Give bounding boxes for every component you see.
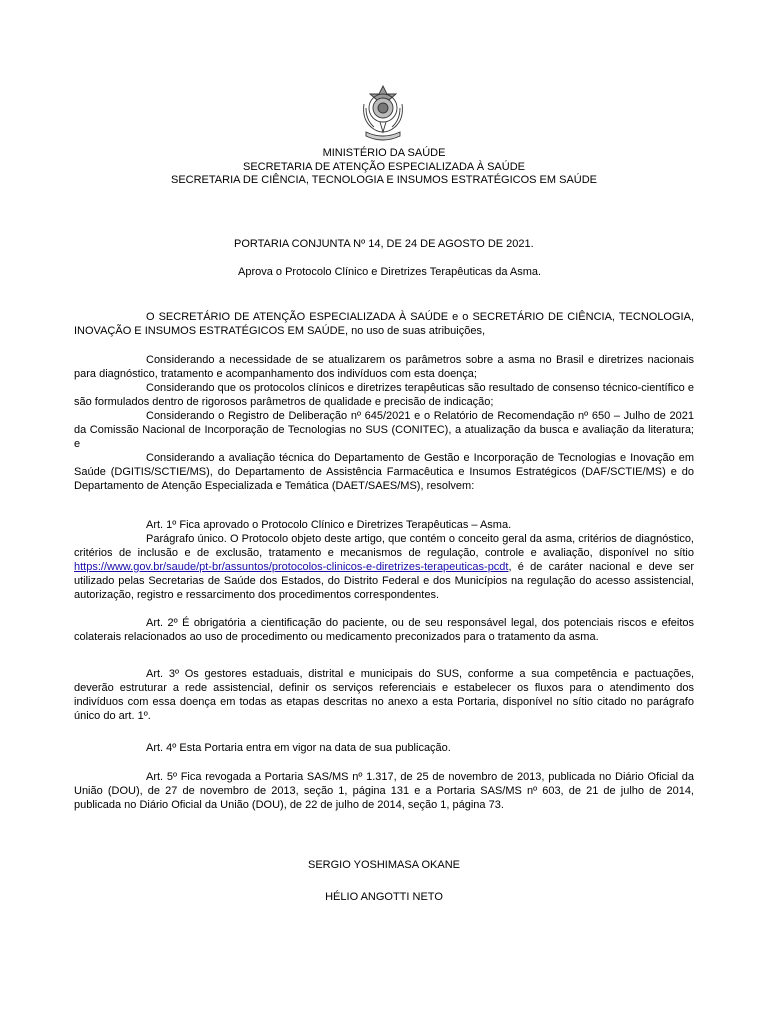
ministry-name: MINISTÉRIO DA SAÚDE <box>322 147 446 159</box>
art3-text: Art. 3º Os gestores estaduais, distrital e municipais do SUS, conforme a sua competência e pactuações, deverão estruturar a rede assistencial, definir os serviços referenciais e estabelecer os fluxos para o atendimento dos indivíduos com essa doença em todas as etapas descritas no anexo a esta Portaria, disponível no sítio citado no parágrafo único do art. 1º. <box>74 668 694 722</box>
ementa: Aprova o Protocolo Clínico e Diretrizes Terapêuticas da Asma. <box>238 266 542 278</box>
paragrafo-unico-before: Parágrafo único. O Protocolo objeto deste artigo, que contém o conceito geral da asma, critérios de diagnóstico, critérios de inclusão e de exclusão, tratamento e mecanismos de regulação, controle e avaliação, disponível no sítio <box>74 533 694 559</box>
article-3 <box>74 667 694 723</box>
article-2 <box>74 616 694 644</box>
signature-2: HÉLIO ANGOTTI NETO <box>325 891 443 903</box>
art5-text: Art. 5º Fica revogada a Portaria SAS/MS nº 1.317, de 25 de novembro de 2013, publicada no Diário Oficial da União (DOU), de 27 de novembro de 2013, seção 1, página 131 e a Portaria SAS/MS nº 603, de 21 de julho de 2014, publicada no Diário Oficial da União (DOU), de 22 de julho de 2014, seção 1, página 73. <box>74 771 694 811</box>
considerando-2: Considerando que os protocolos clínicos e diretrizes terapêuticas são resultado de consenso técnico-científico e são formulados dentro de rigorosos parâmetros de qualidade e precisão de indicação; <box>74 382 694 408</box>
considerando-1: Considerando a necessidade de se atualizarem os parâmetros sobre a asma no Brasil e diretrizes nacionais para diagnóstico, tratamento e acompanhamento dos indivíduos com esta doença; <box>74 354 694 380</box>
article-1 <box>74 518 694 602</box>
art1-text: Art. 1º Fica aprovado o Protocolo Clínico e Diretrizes Terapêuticas – Asma. <box>146 519 512 531</box>
paragrafo-unico-after: , é de caráter nacional e deve ser utilizado pelas Secretarias de Saúde dos Estados, do Distrito Federal e dos Municípios na regulação do acesso assistencial, autorização, registro e ressarcimento dos procedimentos correspondentes. <box>74 561 694 601</box>
considerandos <box>74 353 694 493</box>
brazil-coat-of-arms-icon <box>358 84 408 142</box>
article-5 <box>74 770 694 812</box>
art4-text: Art. 4º Esta Portaria entra em vigor na data de sua publicação. <box>146 742 451 754</box>
art2-text: Art. 2º É obrigatória a cientificação do paciente, ou de seu responsável legal, dos potenciais riscos e efeitos colaterais relacionados ao uso de procedimento ou medicamento preconizados para o tratamento da asma. <box>74 617 694 643</box>
document-header <box>0 147 768 188</box>
considerando-4: Considerando a avaliação técnica do Departamento de Gestão e Incorporação de Tecnologias e Inovação em Saúde (DGITIS/SCTIE/MS), do Departamento de Assistência Farmacêutica e Insumos Estratégicos (DAF/SCTIE/MS) e do Departamento de Atenção Especializada e Temática (DAET/SAES/MS), resolvem: <box>74 452 694 492</box>
preamble <box>74 310 694 338</box>
pcdt-link[interactable]: https://www.gov.br/saude/pt-br/assuntos/protocolos-clinicos-e-diretrizes-terapeuticas-pcdt <box>74 561 509 573</box>
considerando-3: Considerando o Registro de Deliberação nº 645/2021 e o Relatório de Recomendação nº 650 – Julho de 2021 da Comissão Nacional de Incorporação de Tecnologias no SUS (CONITEC), a atualização da busca e avaliação da literatura; e <box>74 410 694 450</box>
secretariat-1: SECRETARIA DE ATENÇÃO ESPECIALIZADA À SAÚDE <box>242 160 525 173</box>
signature-1: SERGIO YOSHIMASA OKANE <box>307 859 460 871</box>
article-4 <box>74 741 694 755</box>
portaria-title: PORTARIA CONJUNTA Nº 14, DE 24 DE AGOSTO DE 2021. <box>234 238 534 250</box>
paragrafo-unico <box>74 532 694 602</box>
secretariat-2: SECRETARIA DE CIÊNCIA, TECNOLOGIA E INSUMOS ESTRATÉGICOS EM SAÚDE <box>170 174 598 186</box>
preamble-text: O SECRETÁRIO DE ATENÇÃO ESPECIALIZADA À SAÚDE e o SECRETÁRIO DE CIÊNCIA, TECNOLOGIA, INOVAÇÃO E INSUMOS ESTRATÉGICOS EM SAÚDE, no uso de suas atribuições, <box>74 311 694 337</box>
